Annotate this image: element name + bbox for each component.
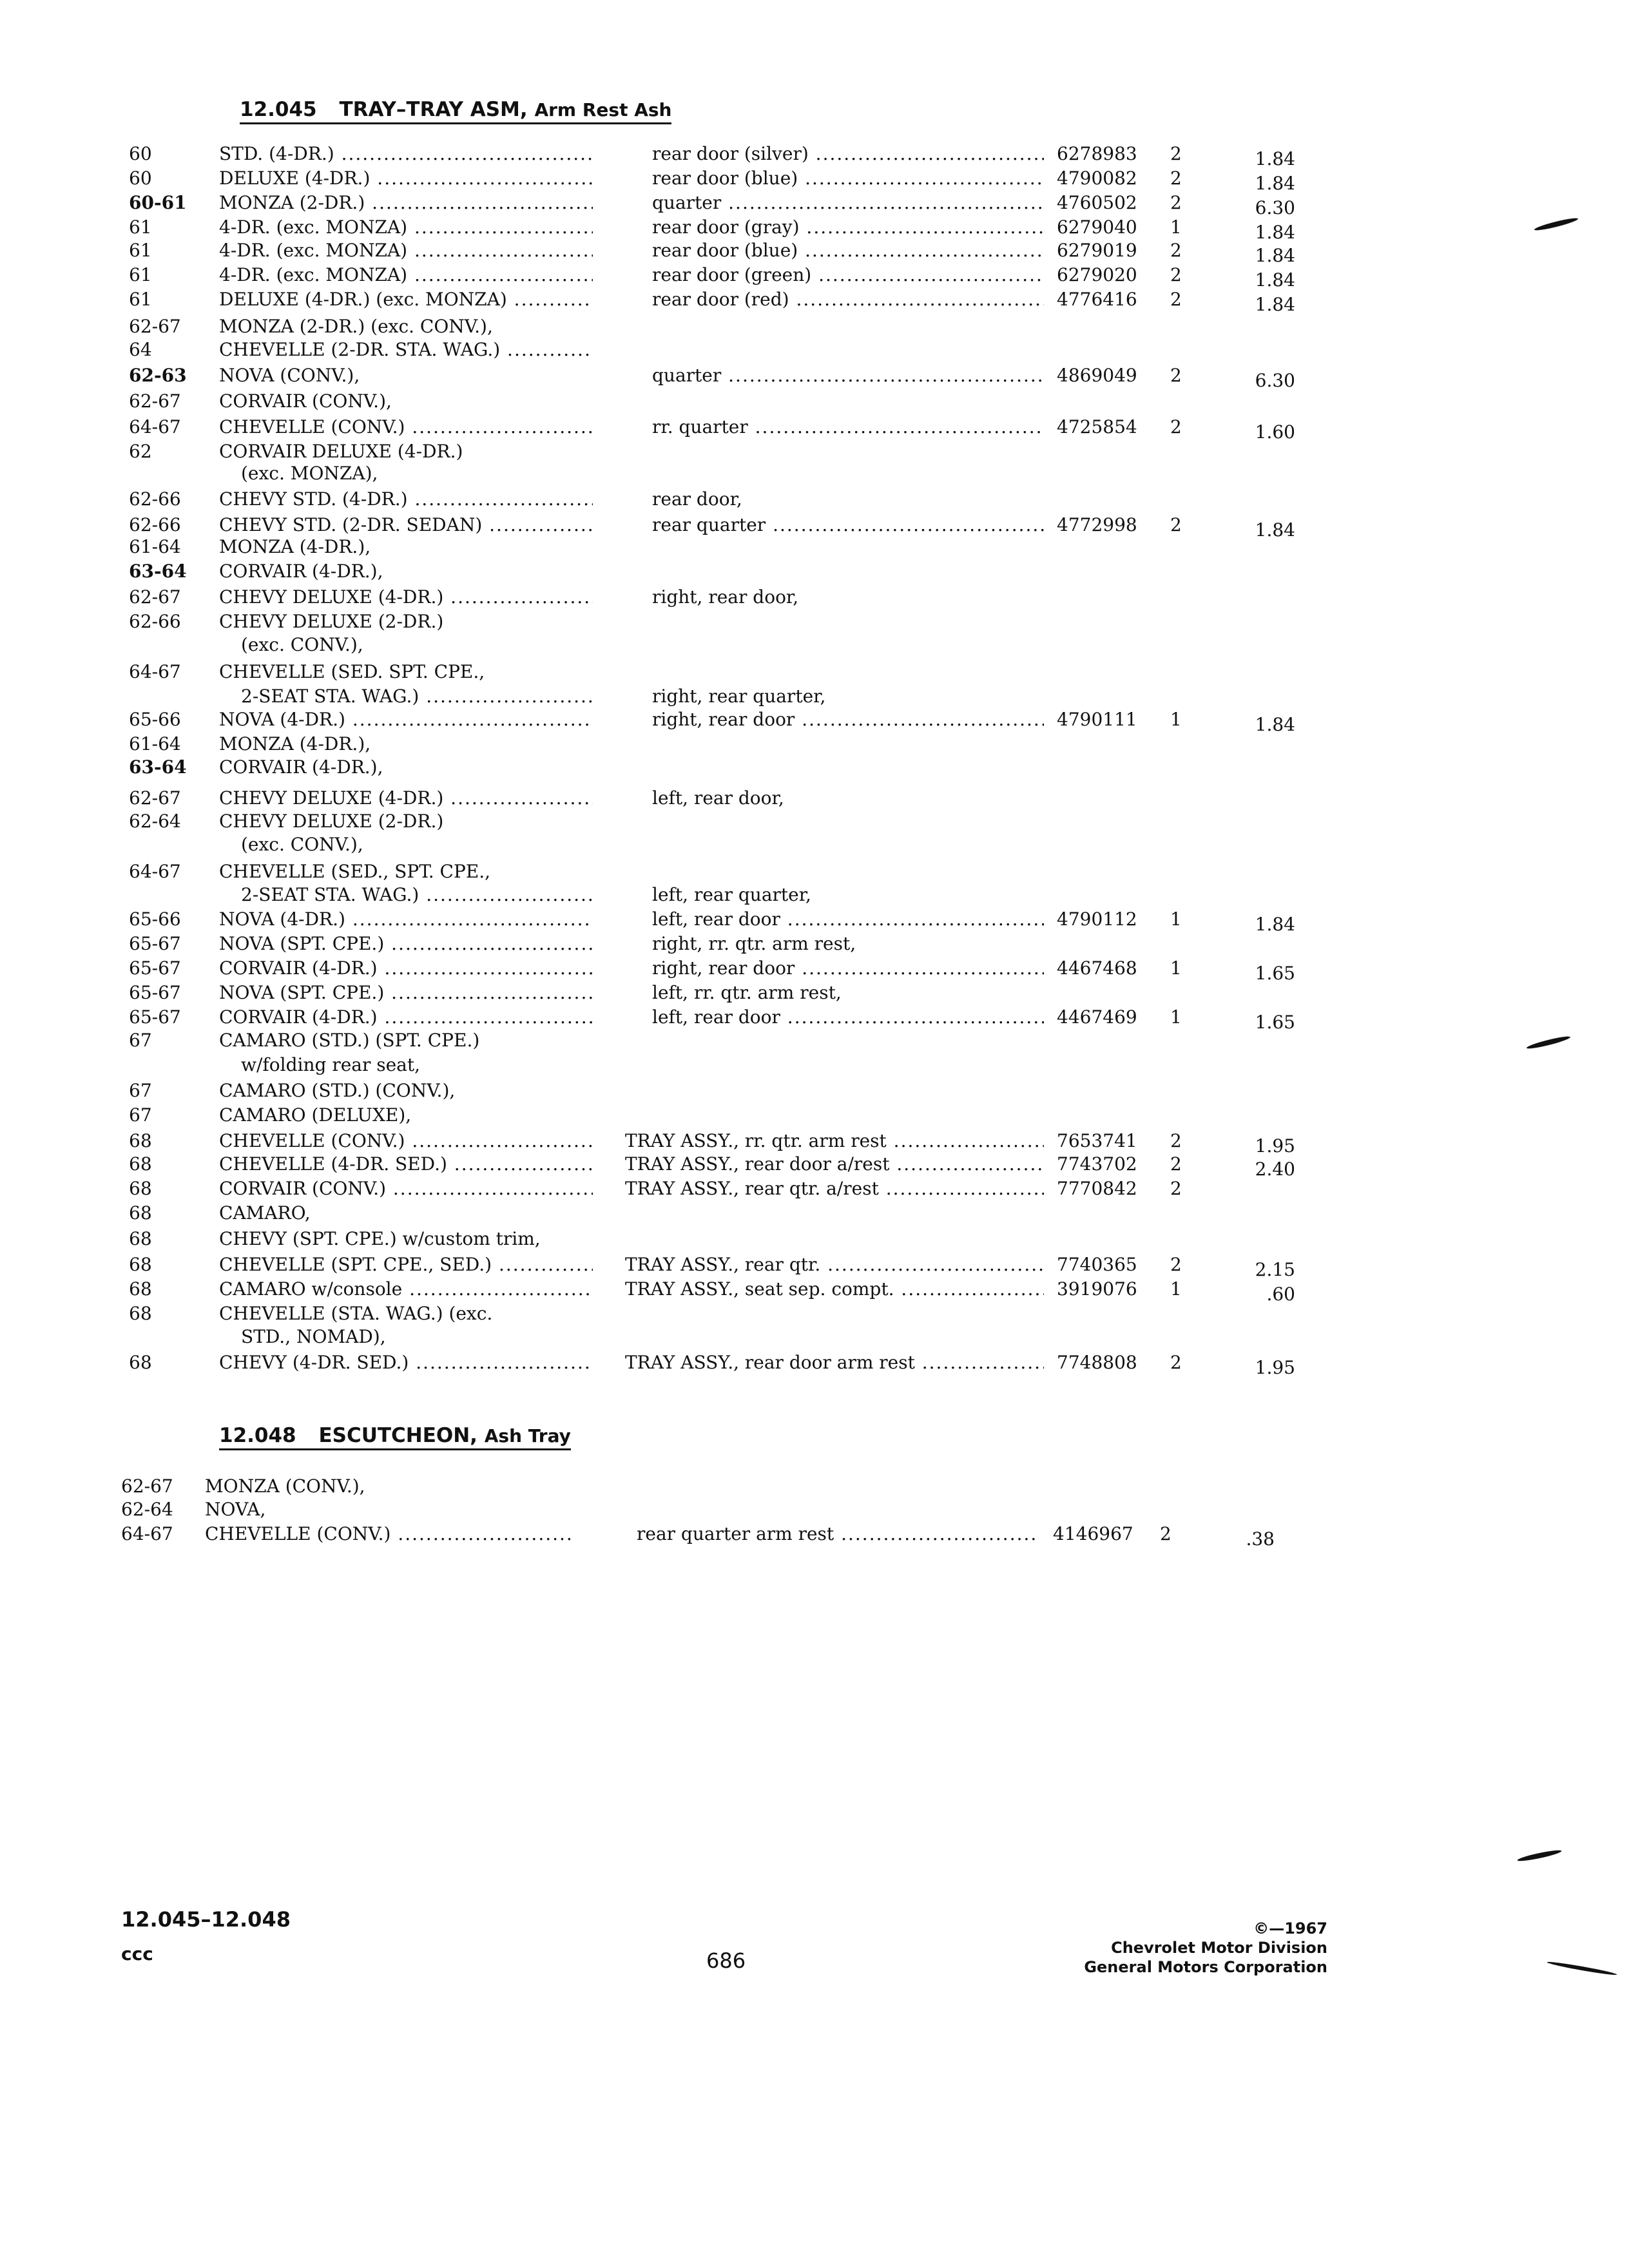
table-row	[121, 1475, 1410, 1500]
year-range: 60	[129, 143, 152, 164]
part-number: 4760502	[1057, 192, 1137, 213]
quantity: 2	[1170, 1254, 1182, 1275]
year-range: 65-67	[129, 957, 181, 979]
model-cell: NOVA (SPT. CPE.) .....	[219, 933, 593, 954]
part-number: 4790111	[1057, 709, 1137, 730]
description-cell: rear door (blue) .....	[652, 168, 1044, 189]
model-cell: (exc. MONZA),	[241, 463, 378, 484]
model-cell: MONZA (2-DR.) (exc. CONV.),	[219, 316, 493, 337]
quantity: 2	[1160, 1523, 1171, 1544]
quantity: 2	[1170, 192, 1182, 213]
footer-range: 12.045–12.048	[121, 1907, 291, 1932]
quantity: 2	[1170, 416, 1182, 437]
model-cell: CHEVELLE (2-DR. STA. WAG.) .....	[219, 339, 593, 360]
quantity: 2	[1170, 264, 1182, 285]
model-cell: 4-DR. (exc. MONZA) .....	[219, 240, 593, 261]
model-cell: CAMARO (STD.) (SPT. CPE.)	[219, 1030, 480, 1051]
description-cell: TRAY ASSY., seat sep. compt. .....	[625, 1278, 1044, 1300]
model-cell: CAMARO,	[219, 1202, 311, 1224]
model-cell: CORVAIR (CONV.) .....	[219, 1178, 593, 1199]
table-row	[129, 586, 1418, 611]
table-row	[129, 884, 1418, 908]
table-row	[129, 1228, 1418, 1253]
description-cell: rear quarter .....	[652, 514, 1044, 535]
table-row	[129, 240, 1418, 264]
price: 1.95	[1255, 1135, 1295, 1157]
model-cell: CHEVY (4-DR. SED.) .....	[219, 1352, 593, 1373]
year-range: 68	[129, 1303, 152, 1324]
part-number: 7743702	[1057, 1153, 1137, 1175]
table-row	[129, 1153, 1418, 1178]
year-range: 64-67	[129, 416, 181, 437]
table-row	[129, 514, 1418, 539]
price: 1.84	[1255, 714, 1295, 735]
scan-mark	[1526, 1035, 1571, 1051]
price: 1.84	[1255, 173, 1295, 194]
table-row	[129, 441, 1418, 465]
year-range: 60	[129, 168, 152, 189]
part-number: 3919076	[1057, 1278, 1137, 1300]
table-row	[129, 1080, 1418, 1104]
description-cell: left, rr. qtr. arm rest,	[652, 982, 842, 1003]
model-cell: CHEVY DELUXE (2-DR.)	[219, 811, 444, 832]
table-row	[129, 686, 1418, 710]
table-row	[129, 611, 1418, 635]
page-number: 686	[706, 1948, 746, 1973]
year-range: 61	[129, 240, 152, 261]
part-number: 4725854	[1057, 416, 1137, 437]
description-cell: left, rear door .....	[652, 908, 1044, 930]
year-range: 68	[129, 1178, 152, 1199]
model-cell: MONZA (CONV.),	[205, 1475, 365, 1497]
year-range: 68	[129, 1254, 152, 1275]
price: 2.40	[1255, 1158, 1295, 1180]
model-cell: MONZA (4-DR.),	[219, 733, 371, 754]
price: 1.95	[1255, 1357, 1295, 1378]
year-range: 67	[129, 1104, 152, 1126]
model-cell: CHEVELLE (SPT. CPE., SED.) .....	[219, 1254, 593, 1275]
price: 1.84	[1255, 914, 1295, 935]
year-range: 64	[129, 339, 152, 360]
year-range: 68	[129, 1130, 152, 1151]
table-row	[129, 561, 1418, 585]
table-row	[129, 1352, 1418, 1376]
table-row	[129, 264, 1418, 289]
price: 1.60	[1255, 421, 1295, 443]
model-cell: (exc. CONV.),	[241, 834, 363, 855]
year-range: 62-67	[121, 1475, 173, 1497]
quantity: 2	[1170, 365, 1182, 386]
description-cell: rear door (gray) .....	[652, 216, 1044, 238]
description-cell: TRAY ASSY., rear door a/rest .....	[625, 1153, 1044, 1175]
description-cell: right, rr. qtr. arm rest,	[652, 933, 856, 954]
price: 1.84	[1255, 245, 1295, 266]
description-cell: rear door,	[652, 488, 742, 510]
year-range: 62-64	[129, 811, 181, 832]
scan-mark	[1534, 216, 1579, 233]
section-subtitle: Arm Rest Ash	[534, 99, 672, 120]
year-range: 62-66	[129, 611, 181, 632]
model-cell: 4-DR. (exc. MONZA) .....	[219, 264, 593, 285]
quantity: 2	[1170, 143, 1182, 164]
model-cell: CORVAIR (4-DR.) .....	[219, 1006, 593, 1028]
model-cell: CAMARO (STD.) (CONV.),	[219, 1080, 456, 1101]
model-cell: NOVA (4-DR.) .....	[219, 709, 593, 730]
model-cell: CHEVELLE (CONV.) .....	[219, 1130, 593, 1151]
part-number: 7653741	[1057, 1130, 1137, 1151]
year-range: 68	[129, 1278, 152, 1300]
year-range: 61	[129, 216, 152, 238]
year-range: 68	[129, 1153, 152, 1175]
part-number: 6279040	[1057, 216, 1137, 238]
year-range: 68	[129, 1352, 152, 1373]
description-cell: right, rear door .....	[652, 957, 1044, 979]
model-cell: CHEVY DELUXE (4-DR.) .....	[219, 586, 593, 608]
year-range: 62-63	[129, 365, 187, 386]
table-row	[121, 1499, 1410, 1523]
model-cell: NOVA (CONV.),	[219, 365, 360, 386]
scan-mark	[1517, 1849, 1562, 1863]
part-number: 6278983	[1057, 143, 1137, 164]
section-code: 12.048	[219, 1424, 296, 1447]
model-cell: 2-SEAT STA. WAG.) .....	[241, 884, 593, 905]
table-row	[129, 933, 1418, 957]
year-range: 65-66	[129, 709, 181, 730]
quantity: 1	[1170, 908, 1182, 930]
year-range: 67	[129, 1080, 152, 1101]
quantity: 1	[1170, 1006, 1182, 1028]
section-code: 12.045	[240, 98, 317, 121]
model-cell: w/folding rear seat,	[241, 1054, 421, 1075]
year-range: 61	[129, 264, 152, 285]
year-range: 62-66	[129, 514, 181, 535]
table-row	[129, 733, 1418, 758]
part-number: 4772998	[1057, 514, 1137, 535]
description-cell: right, rear door .....	[652, 709, 1044, 730]
table-row	[129, 1254, 1418, 1278]
model-cell: CORVAIR (CONV.),	[219, 390, 392, 412]
price: 1.84	[1255, 294, 1295, 315]
table-row	[129, 1130, 1418, 1155]
table-row	[129, 908, 1418, 933]
year-range: 65-66	[129, 908, 181, 930]
table-row	[129, 390, 1418, 415]
year-range: 62-67	[129, 787, 181, 809]
year-range: 64-67	[129, 861, 181, 882]
model-cell: CHEVELLE (CONV.) .....	[205, 1523, 572, 1544]
part-number: 4467468	[1057, 957, 1137, 979]
year-range: 62-67	[129, 586, 181, 608]
year-range: 62	[129, 441, 152, 462]
table-row	[129, 1303, 1418, 1327]
year-range: 62-67	[129, 316, 181, 337]
year-range: 62-66	[129, 488, 181, 510]
model-cell: (exc. CONV.),	[241, 634, 363, 655]
quantity: 2	[1170, 1352, 1182, 1373]
publisher-block	[1084, 1919, 1327, 1977]
description-cell: TRAY ASSY., rear door arm rest .....	[625, 1352, 1044, 1373]
table-row	[129, 416, 1418, 441]
model-cell: CAMARO w/console .....	[219, 1278, 593, 1300]
quantity: 1	[1170, 957, 1182, 979]
table-row	[129, 289, 1418, 313]
model-cell: CHEVELLE (CONV.) .....	[219, 416, 593, 437]
model-cell: 2-SEAT STA. WAG.) .....	[241, 686, 593, 707]
table-row	[129, 834, 1418, 858]
model-cell: MONZA (2-DR.) .....	[219, 192, 593, 213]
description-cell: left, rear quarter,	[652, 884, 811, 905]
description-cell: rear door (blue) .....	[652, 240, 1044, 261]
quantity: 2	[1170, 1153, 1182, 1175]
table-row	[129, 1178, 1418, 1202]
quantity: 1	[1170, 709, 1182, 730]
price: 6.30	[1255, 197, 1295, 218]
table-row	[129, 1006, 1418, 1031]
table-row	[129, 982, 1418, 1006]
section-heading-12-048	[219, 1424, 571, 1450]
table-row	[121, 1523, 1410, 1548]
year-range: 61	[129, 289, 152, 310]
year-range: 68	[129, 1228, 152, 1249]
quantity: 2	[1170, 168, 1182, 189]
table-row	[129, 1326, 1418, 1350]
table-row	[129, 1202, 1418, 1227]
table-row	[129, 339, 1418, 363]
description-cell: rr. quarter .....	[652, 416, 1044, 437]
table-row	[129, 1104, 1418, 1129]
year-range: 61-64	[129, 536, 181, 557]
table-row	[129, 661, 1418, 686]
year-range: 60-61	[129, 192, 187, 213]
section-subtitle: Ash Tray	[484, 1425, 571, 1446]
table-row	[129, 143, 1418, 168]
copyright: ©—1967	[1253, 1919, 1327, 1937]
part-number: 4467469	[1057, 1006, 1137, 1028]
model-cell: CORVAIR DELUXE (4-DR.)	[219, 441, 463, 462]
section-heading-12-045	[240, 98, 671, 124]
description-cell: left, rear door,	[652, 787, 784, 809]
model-cell: DELUXE (4-DR.) .....	[219, 168, 593, 189]
section-title: ESCUTCHEON,	[318, 1424, 477, 1447]
model-cell: STD. (4-DR.) .....	[219, 143, 593, 164]
table-row	[129, 1278, 1418, 1303]
model-cell: NOVA,	[205, 1499, 266, 1520]
model-cell: CHEVY DELUXE (2-DR.)	[219, 611, 444, 632]
price: 1.84	[1255, 222, 1295, 243]
description-cell: TRAY ASSY., rear qtr. .....	[625, 1254, 1044, 1275]
description-cell: rear door (red) .....	[652, 289, 1044, 310]
model-cell: NOVA (SPT. CPE.) .....	[219, 982, 593, 1003]
description-cell: quarter .....	[652, 365, 1044, 386]
model-cell: CHEVELLE (SED. SPT. CPE.,	[219, 661, 485, 682]
part-number: 6279020	[1057, 264, 1137, 285]
year-range: 64-67	[129, 661, 181, 682]
table-row	[129, 634, 1418, 658]
year-range: 68	[129, 1202, 152, 1224]
model-cell: NOVA (4-DR.) .....	[219, 908, 593, 930]
part-number: 4146967	[1053, 1523, 1133, 1544]
description-cell: quarter .....	[652, 192, 1044, 213]
description-cell: TRAY ASSY., rr. qtr. arm rest .....	[625, 1130, 1044, 1151]
description-cell: left, rear door .....	[652, 1006, 1044, 1028]
division-name: Chevrolet Motor Division	[1111, 1939, 1327, 1957]
model-cell: CORVAIR (4-DR.),	[219, 561, 383, 582]
table-row	[129, 1030, 1418, 1054]
model-cell: STD., NOMAD),	[241, 1326, 386, 1347]
year-range: 65-67	[129, 933, 181, 954]
part-number: 4790082	[1057, 168, 1137, 189]
table-row	[129, 216, 1418, 241]
year-range: 65-67	[129, 982, 181, 1003]
model-cell: CAMARO (DELUXE),	[219, 1104, 412, 1126]
table-row	[129, 957, 1418, 982]
table-row	[129, 861, 1418, 885]
year-range: 61-64	[129, 733, 181, 754]
table-row	[129, 787, 1418, 812]
table-row	[129, 488, 1418, 513]
quantity: 2	[1170, 1130, 1182, 1151]
part-number: 7740365	[1057, 1254, 1137, 1275]
section-title: TRAY–TRAY ASM,	[339, 98, 528, 121]
model-cell: DELUXE (4-DR.) (exc. MONZA) .....	[219, 289, 593, 310]
quantity: 2	[1170, 240, 1182, 261]
part-number: 7770842	[1057, 1178, 1137, 1199]
table-row	[129, 756, 1418, 781]
year-range: 65-67	[129, 1006, 181, 1028]
model-cell: CHEVELLE (STA. WAG.) (exc.	[219, 1303, 493, 1324]
part-number: 7748808	[1057, 1352, 1137, 1373]
model-cell: CHEVY DELUXE (4-DR.) .....	[219, 787, 593, 809]
table-row	[129, 463, 1418, 487]
table-row	[129, 316, 1418, 340]
quantity: 2	[1170, 289, 1182, 310]
description-cell: rear door (green) .....	[652, 264, 1044, 285]
year-range: 63-64	[129, 561, 187, 582]
year-range: 67	[129, 1030, 152, 1051]
model-cell: CHEVY STD. (2-DR. SEDAN) .....	[219, 514, 593, 535]
description-cell: right, rear quarter,	[652, 686, 826, 707]
price: 6.30	[1255, 370, 1295, 391]
year-range: 62-67	[129, 390, 181, 412]
price: 2.15	[1255, 1259, 1295, 1280]
table-row	[129, 168, 1418, 192]
part-number: 4776416	[1057, 289, 1137, 310]
part-number: 4790112	[1057, 908, 1137, 930]
description-cell: rear door (silver) .....	[652, 143, 1044, 164]
model-cell: CHEVY (SPT. CPE.) w/custom trim,	[219, 1228, 541, 1249]
model-cell: CORVAIR (4-DR.),	[219, 756, 383, 778]
model-cell: CHEVELLE (4-DR. SED.) .....	[219, 1153, 593, 1175]
part-number: 6279019	[1057, 240, 1137, 261]
year-range: 64-67	[121, 1523, 173, 1544]
model-cell: CORVAIR (4-DR.) .....	[219, 957, 593, 979]
year-range: 63-64	[129, 756, 187, 778]
table-row	[129, 1054, 1418, 1079]
price: 1.84	[1255, 148, 1295, 169]
table-row	[129, 709, 1418, 733]
price: 1.65	[1255, 963, 1295, 984]
quantity: 1	[1170, 1278, 1182, 1300]
table-row	[129, 536, 1418, 561]
part-number: 4869049	[1057, 365, 1137, 386]
model-cell: CHEVELLE (SED., SPT. CPE.,	[219, 861, 491, 882]
corporation-name: General Motors Corporation	[1084, 1958, 1327, 1976]
table-row	[129, 811, 1418, 835]
price: .38	[1246, 1528, 1275, 1550]
footer-ccc: ccc	[121, 1943, 153, 1965]
model-cell: MONZA (4-DR.),	[219, 536, 371, 557]
quantity: 2	[1170, 1178, 1182, 1199]
scan-mark	[1547, 1960, 1617, 1976]
price: 1.84	[1255, 269, 1295, 291]
description-cell: TRAY ASSY., rear qtr. a/rest .....	[625, 1178, 1044, 1199]
description-cell: rear quarter arm rest .....	[637, 1523, 1036, 1544]
table-row	[129, 192, 1418, 216]
quantity: 2	[1170, 514, 1182, 535]
description-cell: right, rear door,	[652, 586, 799, 608]
price: 1.84	[1255, 519, 1295, 541]
model-cell: 4-DR. (exc. MONZA) .....	[219, 216, 593, 238]
model-cell: CHEVY STD. (4-DR.) .....	[219, 488, 593, 510]
quantity: 1	[1170, 216, 1182, 238]
year-range: 62-64	[121, 1499, 173, 1520]
price: .60	[1266, 1283, 1295, 1305]
table-row	[129, 365, 1418, 389]
price: 1.65	[1255, 1012, 1295, 1033]
